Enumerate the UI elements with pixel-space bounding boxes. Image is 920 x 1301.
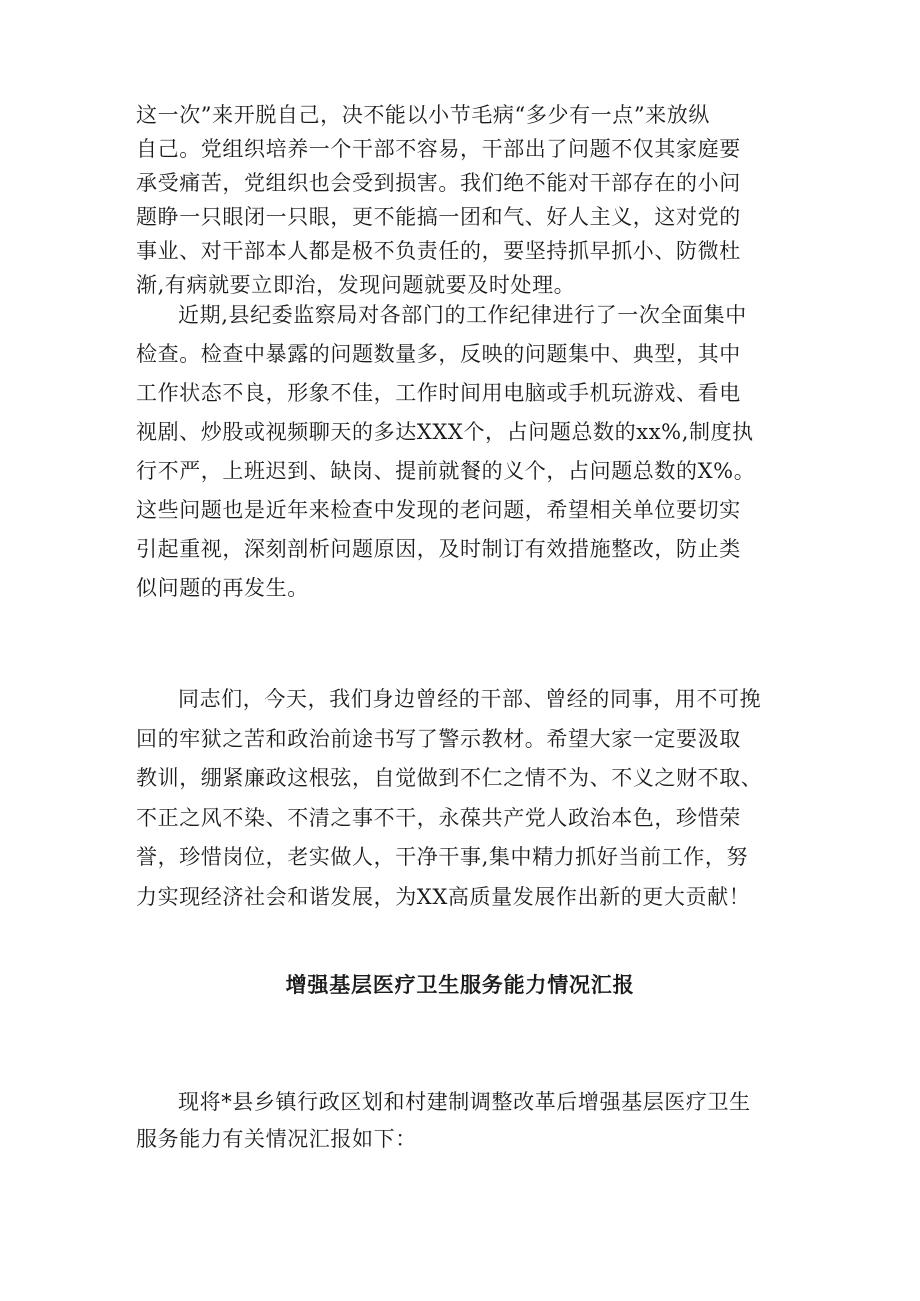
text-line: 这一次”来开脱自己，决不能以小节毛病“多少有一点”来放纵 (136, 103, 711, 127)
text-line: 誉，珍惜岗位，老实做人，干净干事,集中精力抓好当前工作，努 (136, 845, 749, 869)
text-line: 承受痛苦，党组织也会受到损害。我们绝不能对干部存在的小问 (136, 171, 741, 195)
text-line: 事业、对干部本人都是极不负责任的，要坚持抓早抓小、防微杜 (136, 239, 741, 263)
text-line: 教训，绷紧廉政这根弦，自觉做到不仁之情不为、不义之财不取、 (136, 766, 763, 790)
paragraph-inspection (136, 296, 808, 608)
text-line: 同志们，今天，我们身边曾经的干部、曾经的同事，用不可挽 (178, 687, 762, 711)
text-line: 渐,有病就要立即治，发现问题就要及时处理。 (136, 273, 576, 297)
report-title: 增强基层医疗卫生服务能力情况汇报 (285, 972, 635, 997)
paragraph-closing (136, 680, 808, 917)
text-line: 题睁一只眼闭一只眼，更不能搞一团和气、好人主义，这对党的 (136, 205, 741, 229)
text-line: 检查。检查中暴露的问题数量多，反映的问题集中、典型，其中 (136, 342, 741, 366)
text-line: 引起重视，深刻剖析问题原因，及时制订有效措施整改，防止类 (136, 537, 741, 561)
paragraph-discipline (136, 98, 808, 302)
text-line: 自己。党组织培养一个干部不容易，干部出了问题不仅其家庭要 (136, 137, 741, 161)
text-line: 不正之风不染、不清之事不干，永葆共产党人政治本色，珍惜荣 (136, 805, 741, 830)
paragraph-intro (136, 1084, 808, 1158)
text-line: 行不严，上班迟到、缺岗、提前就餐的义个，占问题总数的X%。 (136, 459, 756, 483)
text-line: 力实现经济社会和谐发展，为XX高质量发展作出新的更大贡献！ (136, 884, 751, 909)
text-line: 服务能力有关情况汇报如下： (136, 1127, 417, 1151)
text-line: 似问题的再发生。 (136, 576, 309, 600)
text-line: 现将*县乡镇行政区划和村建制调整改革后增强基层医疗卫生 (178, 1090, 751, 1114)
text-line: 视剧、炒股或视频聊天的多达XXX个，占问题总数的xx%,制度执 (136, 420, 754, 444)
text-line: 工作状态不良，形象不佳，工作时间用电脑或手机玩游戏、看电 (136, 381, 741, 405)
text-line: 这些问题也是近年来检查中发现的老问题，希望相关单位要切实 (136, 498, 741, 522)
text-line: 回的牢狱之苦和政治前途书写了警示教材。希望大家一定要汲取 (136, 726, 741, 751)
text-line: 近期,县纪委监察局对各部门的工作纪律进行了一次全面集中 (178, 303, 747, 327)
